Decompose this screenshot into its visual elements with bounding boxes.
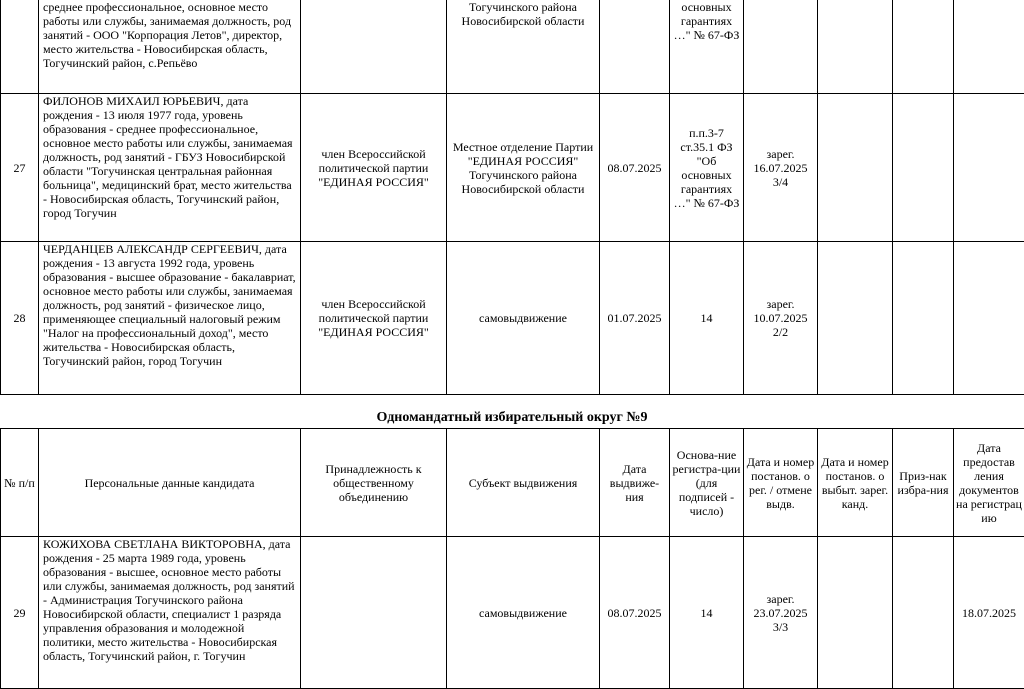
cell-personal: ЧЕРДАНЦЕВ АЛЕКСАНДР СЕРГЕЕВИЧ, дата рождения - 13 августа 1992 года, уровень образования - высшее образование - бакалавриат, основное место работы или службы, занимаемая должность, род занятий - физическое лицо, применяющее специальный налоговый режим "Налог на профессиональный доход", место жительства - Новосибирская область, Тогучинский район, город Тогучин [39,242,301,395]
candidates-table-bottom [0,428,1024,689]
header-basis: Основа-ние регистра-ции (для подписей - число) [670,429,744,537]
cell-docs [954,242,1024,395]
cell-sign [893,94,954,242]
header-sign: Приз-нак избра-ния [893,429,954,537]
table-row [1,537,1024,689]
cell-num: 29 [1,537,39,689]
header-reg: Дата и номер постанов. о рег. / отмене выдв. [744,429,818,537]
cell-reg [744,0,818,94]
cell-docs [954,0,1024,94]
cell-num [1,0,39,94]
header-elected: Дата и номер постанов. о выбыт. зарег. канд. [818,429,893,537]
table-row [1,242,1024,395]
cell-date [600,0,670,94]
cell-personal: среднее профессиональное, основное место работы или службы, занимаемая должность, род занятий - ООО "Корпорация Летов", директор, место жительства - Новосибирская область, Тогучинский район, с.Репьёво [39,0,301,94]
cell-subject: самовыдвижение [447,537,600,689]
section-title: Одномандатный избирательный округ №9 [0,410,1024,426]
cell-basis: основных гарантиях …" № 67-ФЗ [670,0,744,94]
header-affiliation: Принадлежность к общественному объединению [301,429,447,537]
cell-affiliation [301,0,447,94]
cell-date: 08.07.2025 [600,94,670,242]
cell-subject: Тогучинского района Новосибирской области [447,0,600,94]
cell-basis: 14 [670,242,744,395]
header-docs: Дата предостав ления документов на регистрац ию [954,429,1024,537]
cell-num: 27 [1,94,39,242]
cell-sign [893,0,954,94]
cell-elected [818,94,893,242]
cell-num: 28 [1,242,39,395]
continuation-row [1,0,1024,94]
cell-sign [893,537,954,689]
cell-docs: 18.07.2025 [954,537,1024,689]
cell-affiliation: член Всероссийской политической партии "ЕДИНАЯ РОССИЯ" [301,94,447,242]
cell-reg: зарег. 23.07.2025 3/3 [744,537,818,689]
cell-sign [893,242,954,395]
cell-subject: самовыдвижение [447,242,600,395]
table-row [1,94,1024,242]
cell-affiliation [301,537,447,689]
cell-personal: КОЖИХОВА СВЕТЛАНА ВИКТОРОВНА, дата рождения - 25 марта 1989 года, уровень образования - высшее, основное место работы или службы, занимаемая должность, род занятий - Администрация Тогучинского района Новосибирской области, специалист 1 разряда управления образования и молодежной политики, место жительства - Новосибирская область, Тогучинский район, г. Тогучин [39,537,301,689]
cell-basis: п.п.3-7 ст.35.1 ФЗ "Об основных гарантиях …" № 67-ФЗ [670,94,744,242]
cell-docs [954,94,1024,242]
cell-date: 01.07.2025 [600,242,670,395]
cell-elected [818,0,893,94]
cell-personal: ФИЛОНОВ МИХАИЛ ЮРЬЕВИЧ, дата рождения - 13 июля 1977 года, уровень образования - среднее профессиональное, основное место работы или службы, занимаемая должность, род занятий - ГБУЗ Новосибирской области "Тогучинская центральная районная больница", медицинский брат, место жительства - Новосибирская область, Тогучинский район, город Тогучин [39,94,301,242]
cell-affiliation: член Всероссийской политической партии "ЕДИНАЯ РОССИЯ" [301,242,447,395]
cell-subject: Местное отделение Партии "ЕДИНАЯ РОССИЯ" Тогучинского района Новосибирской области [447,94,600,242]
cell-date: 08.07.2025 [600,537,670,689]
cell-elected [818,537,893,689]
header-date: Дата выдвиже-ния [600,429,670,537]
header-num: № п/п [1,429,39,537]
cell-basis: 14 [670,537,744,689]
cell-reg: зарег. 10.07.2025 2/2 [744,242,818,395]
table-header-row [1,429,1024,537]
cell-elected [818,242,893,395]
header-personal: Персональные данные кандидата [39,429,301,537]
cell-reg: зарег. 16.07.2025 3/4 [744,94,818,242]
header-subject: Субъект выдвижения [447,429,600,537]
